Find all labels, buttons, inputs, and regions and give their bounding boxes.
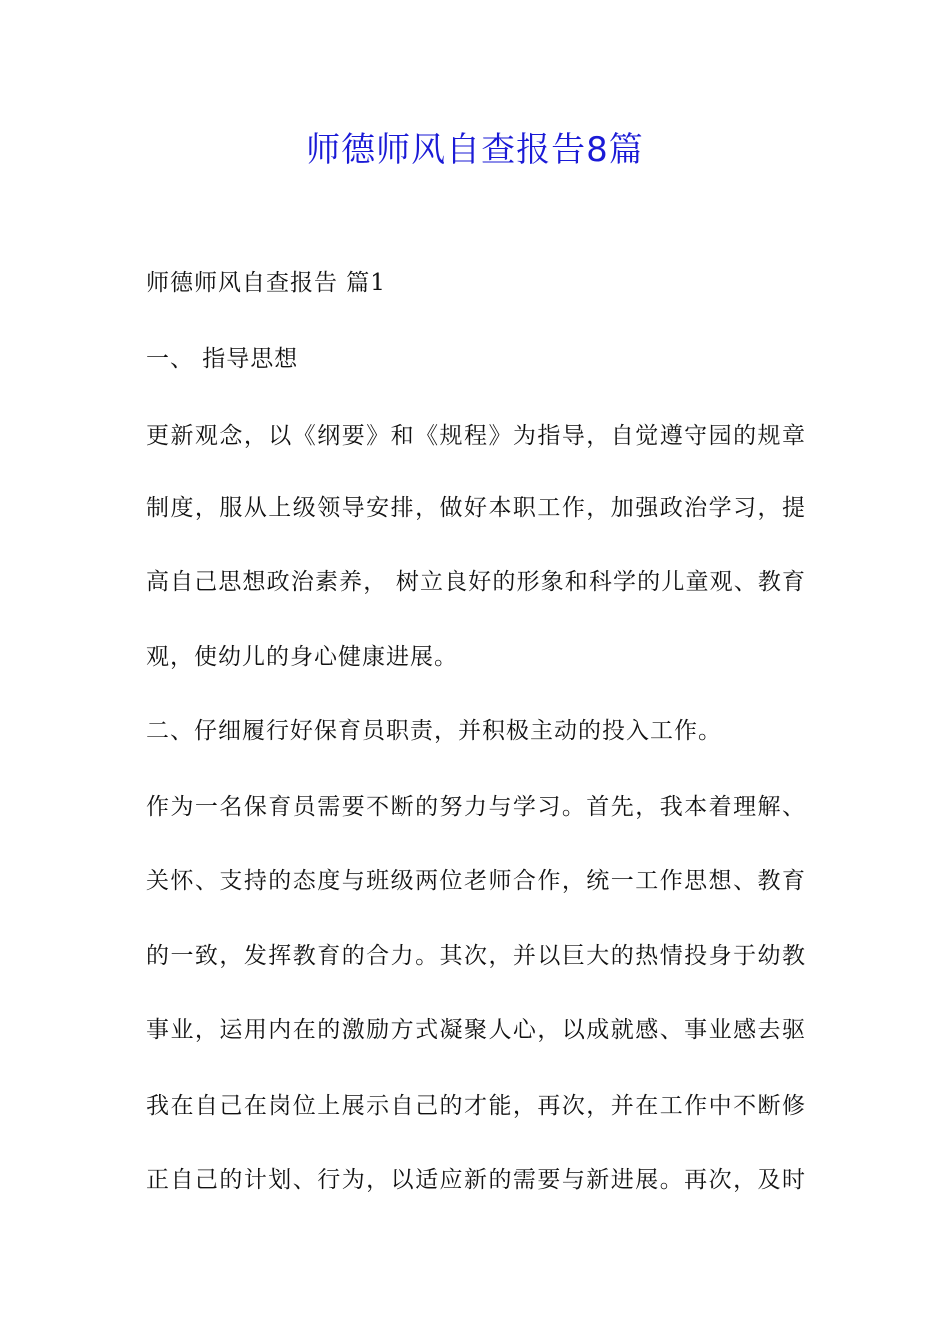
paragraph-1-line: 高自己思想政治素养， 树立良好的形象和科学的儿童观、教育 [146, 569, 806, 595]
paragraph-2-line: 关怀、支持的态度与班级两位老师合作，统一工作思想、教育 [146, 868, 806, 894]
heading-duties: 二、仔细履行好保育员职责，并积极主动的投入工作。 [146, 718, 722, 744]
paragraph-2-line: 事业，运用内在的激励方式凝聚人心，以成就感、事业感去驱 [146, 1017, 806, 1043]
paragraph-1-line: 更新观念，以《纲要》和《规程》为指导，自觉遵守园的规章 [146, 423, 806, 449]
section-heading: 师德师风自查报告 篇1 [146, 270, 386, 296]
document-title: 师德师风自查报告8篇 [306, 130, 644, 170]
paragraph-1-line: 制度，服从上级领导安排，做好本职工作，加强政治学习，提 [146, 495, 806, 521]
paragraph-2-line: 作为一名保育员需要不断的努力与学习。首先，我本着理解、 [146, 794, 806, 820]
paragraph-2-line: 的一致，发挥教育的合力。其次，并以巨大的热情投身于幼教 [146, 943, 806, 969]
paragraph-1-line: 观，使幼儿的身心健康进展。 [146, 644, 458, 670]
heading-guiding-thought: 一、 指导思想 [146, 346, 299, 372]
paragraph-2-line: 正自己的计划、行为，以适应新的需要与新进展。再次，及时 [146, 1167, 806, 1193]
paragraph-2-line: 我在自己在岗位上展示自己的才能，再次，并在工作中不断修 [146, 1093, 806, 1119]
